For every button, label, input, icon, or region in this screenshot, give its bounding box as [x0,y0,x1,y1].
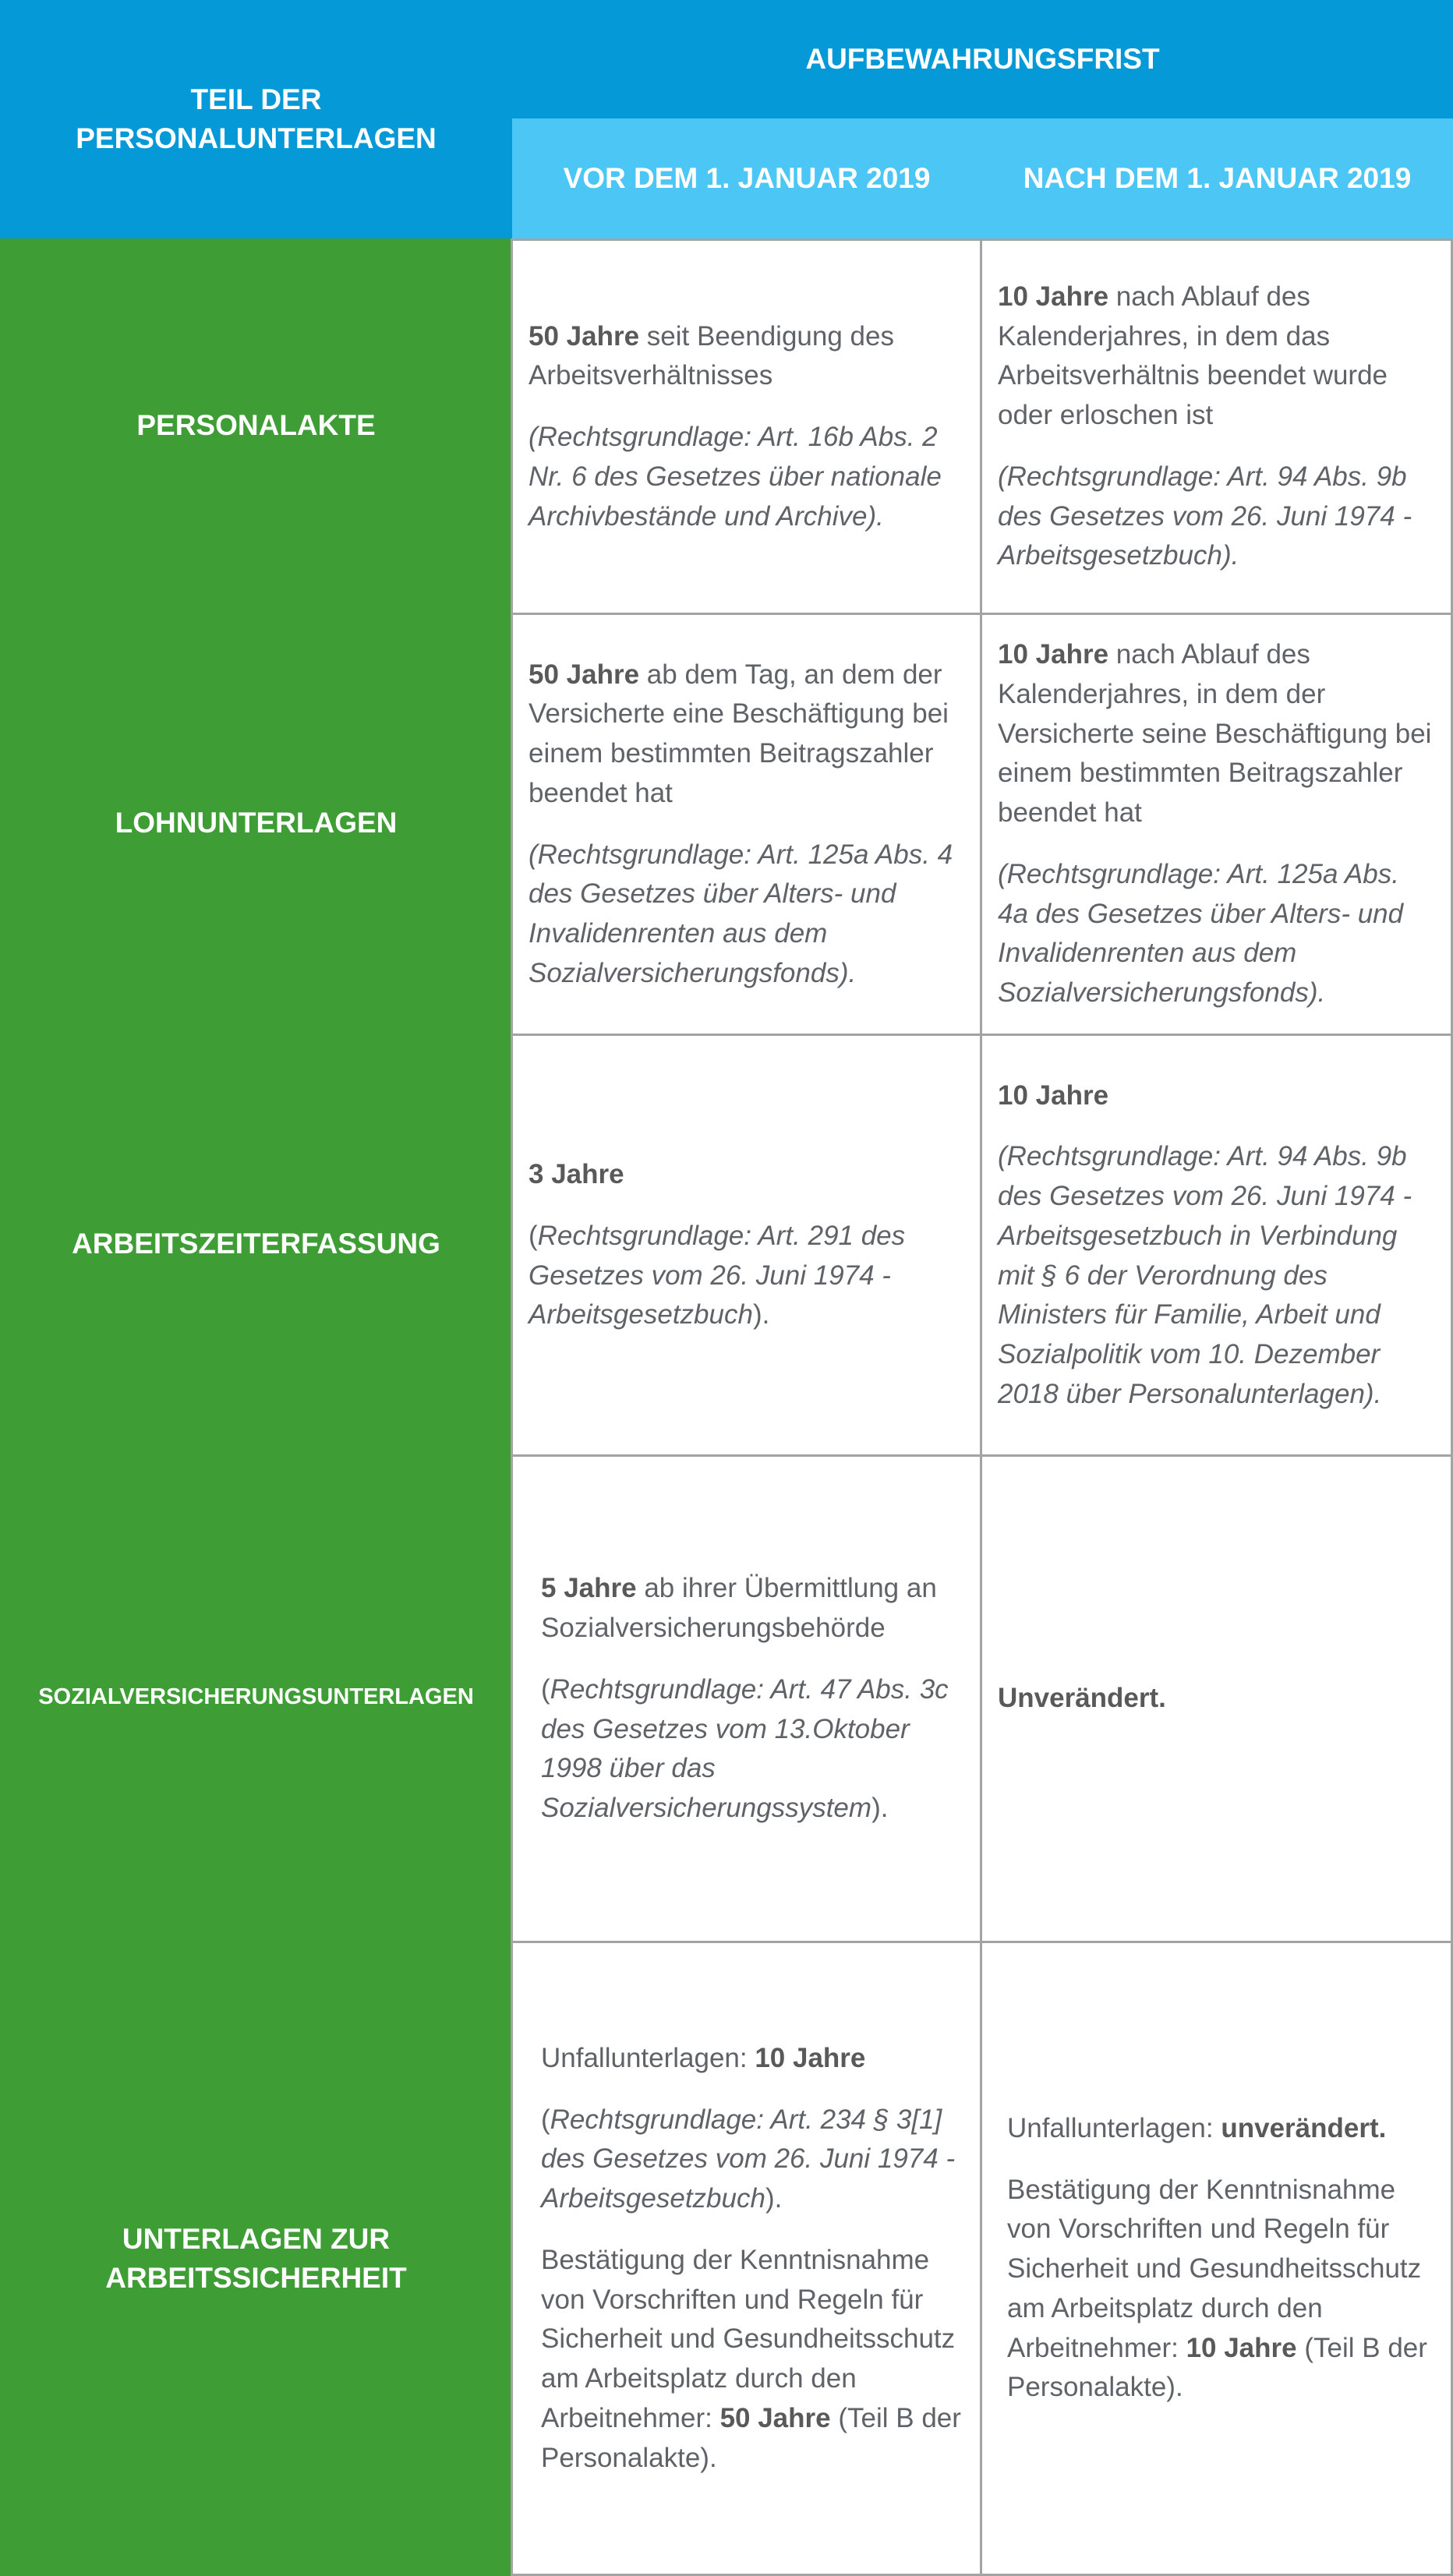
retention-text: seit Beendigung des Arbeitsverhältnisses [529,320,894,391]
cell-arbeitssicherheit-nach [980,1941,1453,2576]
legal-paren-open: ( [541,2104,550,2135]
legal-basis: (Rechtsgrundlage: Art. 16b Abs. 2 Nr. 6 des Gesetzes über nationale Archivbestände und Archive). [529,422,942,532]
cell-lohnunterlagen-vor [511,613,984,1036]
retention-period-2: 10 Jahre [1186,2332,1297,2363]
retention-period: 3 Jahre [529,1159,624,1189]
legal-basis: Rechtsgrundlage: Art. 234 § 3[1] des Gesetzes vom 26. Juni 1974 - Arbeitsgesetzbuch [541,2104,956,2214]
cell-personalakte-nach [980,239,1453,615]
header-aufbewahrungsfrist: AUFBEWAHRUNGSFRIST [512,0,1453,118]
legal-basis: Rechtsgrundlage: Art. 47 Abs. 3c des Gesetzes vom 13.Oktober 1998 über das Sozialversicherungssystem [541,1673,949,1823]
retention-text: nach Ablauf des Kalenderjahres, in dem der Versicherte seine Beschäftigung bei einem bestimmten Beitragszahler beendet hat [998,639,1432,829]
legal-basis: (Rechtsgrundlage: Art. 125a Abs. 4 des Gesetzes über Alters- und Invalidenrenten aus dem Sozialversicherungsfonds). [529,839,953,988]
retention-text: nach Ablauf des Kalenderjahres, in dem das Arbeitsverhältnis beendet wurde oder erloschen ist [998,281,1388,431]
retention-period: unverändert. [1221,2112,1387,2143]
retention-period: 5 Jahre [541,1573,637,1604]
row-label-line1: UNTERLAGEN ZUR [122,2222,391,2255]
header-teil-der-personalunterlagen [0,0,512,239]
retention-period: 10 Jahre [755,2042,866,2073]
row-label-arbeitszeiterfassung: ARBEITSZEITERFASSUNG [0,1034,512,1454]
retention-text: ab ihrer Übermittlung an Sozialversicherungsbehörde [541,1573,937,1643]
retention-period: Unverändert. [998,1683,1166,1714]
row-label-sozialversicherungsunterlagen: SOZIALVERSICHERUNGSUNTERLAGEN [0,1454,512,1941]
retention-period: 50 Jahre [529,659,640,690]
cell-personalakte-vor [511,239,984,615]
row-label-arbeitssicherheit [0,1941,512,2576]
legal-paren-open: ( [529,1220,538,1251]
legal-paren-close: ). [765,2183,783,2214]
header-vor-2019: VOR DEM 1. JANUAR 2019 [512,118,981,239]
row-label-lohnunterlagen: LOHNUNTERLAGEN [0,613,512,1034]
bestaetigung-text: Bestätigung der Kenntnisnahme von Vorschriften und Regeln für Sicherheit und Gesundheitsschutz am Arbeitsplatz durch den Arbeitnehmer: [541,2244,956,2433]
legal-basis: (Rechtsgrundlage: Art. 94 Abs. 9b des Gesetzes vom 26. Juni 1974 - Arbeitsgesetzbuch). [998,461,1412,571]
retention-period: 10 Jahre [998,1080,1109,1111]
legal-basis: (Rechtsgrundlage: Art. 94 Abs. 9b des Gesetzes vom 26. Juni 1974 -Arbeitsgesetzbuch in Verbindung mit § 6 der Verordnung des Ministers für Familie, Arbeit und Sozialpolitik vom 10. Dezember 2018 über Personalunterlagen). [998,1141,1412,1409]
header-nach-2019: NACH DEM 1. JANUAR 2019 [981,118,1453,239]
legal-paren-close: ). [752,1299,770,1330]
cell-arbeitszeiterfassung-vor [511,1034,984,1457]
cell-arbeitssicherheit-vor [511,1941,984,2576]
cell-sozialversicherung-vor [511,1454,984,1943]
bestaetigung-end: (Teil B der Personalakte). [541,2402,961,2473]
unfall-prefix: Unfallunterlagen: [1007,2112,1221,2143]
legal-basis: Rechtsgrundlage: Art. 291 des Gesetzes vom 26. Juni 1974 - Arbeitsgesetzbuch [529,1220,906,1330]
header-teil-line2: PERSONALUNTERLAGEN [76,122,437,154]
cell-arbeitszeiterfassung-nach [980,1034,1453,1457]
retention-text: ab dem Tag, an dem der Versicherte eine Beschäftigung bei einem bestimmten Beitragszahler beendet hat [529,659,949,808]
legal-paren-open: ( [541,1673,550,1705]
header-teil-line1: TEIL DER [190,83,322,116]
retention-period-2: 50 Jahre [719,2402,831,2433]
legal-paren-close: ). [871,1793,889,1823]
retention-period: 50 Jahre [529,320,640,352]
bestaetigung-text: Bestätigung der Kenntnisnahme von Vorschriften und Regeln für Sicherheit und Gesundheitsschutz am Arbeitsplatz durch den Arbeitnehmer: [1007,2174,1422,2363]
legal-basis: (Rechtsgrundlage: Art. 125a Abs. 4a des Gesetzes über Alters- und Invalidenrenten aus dem Sozialversicherungsfonds). [998,858,1404,1009]
cell-sozialversicherung-nach [980,1454,1453,1943]
row-label-line2: ARBEITSSICHERHEIT [105,2261,407,2294]
retention-period: 10 Jahre [998,639,1109,670]
unfall-prefix: Unfallunterlagen: [541,2042,755,2073]
retention-period: 10 Jahre [998,281,1109,312]
cell-lohnunterlagen-nach [980,613,1453,1036]
row-label-personalakte: PERSONALAKTE [0,239,512,613]
bestaetigung-end: (Teil B der Personalakte). [1007,2332,1427,2403]
